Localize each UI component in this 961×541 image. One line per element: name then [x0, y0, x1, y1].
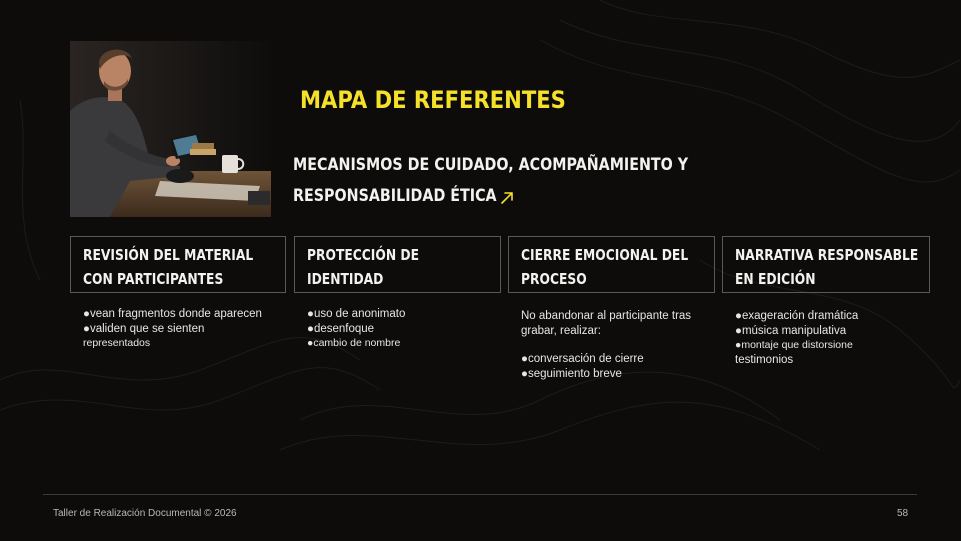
list-item: ●exageración dramática [735, 310, 859, 322]
card-list-cierre [521, 309, 691, 381]
list-item: ●montaje que distorsione [735, 339, 853, 351]
page-number: 58 [897, 508, 909, 519]
spacer [521, 338, 691, 352]
subtitle-line-2: RESPONSABILIDAD ÉTICA [293, 186, 497, 206]
card-title-line-1: NARRATIVA RESPONSABLE [735, 246, 919, 264]
list-item: ●vean fragmentos donde aparecen [83, 308, 262, 320]
man-using-tablet-photo [70, 41, 271, 217]
card-revision-material [70, 236, 286, 293]
list-item: ●validen que se sienten [83, 322, 205, 335]
list-item: ●uso de anonimato [307, 308, 406, 320]
card-title-line-2: CON PARTICIPANTES [83, 270, 224, 288]
list-item: ●música manipulativa [735, 324, 847, 337]
card-title-line-1: REVISIÓN DEL MATERIAL [83, 246, 254, 264]
card-title-line-2: EN EDICIÓN [735, 270, 816, 288]
intro-line: grabar, realizar: [521, 324, 601, 337]
card-title [735, 243, 918, 291]
card-proteccion-identidad [294, 236, 501, 293]
list-item: ●conversación de cierre [521, 353, 644, 365]
footer-divider [43, 494, 917, 495]
card-title [307, 243, 419, 291]
card-title-line-1: CIERRE EMOCIONAL DEL [521, 246, 689, 264]
list-item: ●seguimiento breve [521, 367, 622, 380]
card-list-proteccion [307, 307, 405, 351]
card-title-line-1: PROTECCIÓN DE [307, 246, 420, 264]
card-title [83, 243, 253, 291]
card-list-revision [83, 307, 262, 351]
list-item: testimonios [735, 353, 794, 366]
subtitle-line-1: MECANISMOS DE CUIDADO, ACOMPAÑAMIENTO Y [293, 155, 689, 175]
list-item: ●cambio de nombre [307, 337, 401, 349]
list-item: representados [83, 337, 151, 349]
list-item: ●desenfoque [307, 322, 375, 335]
arrow-up-right-icon [499, 190, 515, 206]
card-list-narrativa [735, 309, 858, 367]
card-title-line-2: PROCESO [521, 270, 587, 288]
card-cierre-emocional [508, 236, 715, 293]
footer-text: Taller de Realización Documental © 2026 [53, 508, 237, 519]
intro-line: No abandonar al participante tras [521, 310, 692, 322]
card-narrativa-responsable [722, 236, 930, 293]
slide-title: MAPA DE REFERENTES [300, 86, 566, 114]
slide-subtitle [293, 150, 689, 212]
card-title [521, 243, 688, 291]
card-title-line-2: IDENTIDAD [307, 270, 384, 288]
